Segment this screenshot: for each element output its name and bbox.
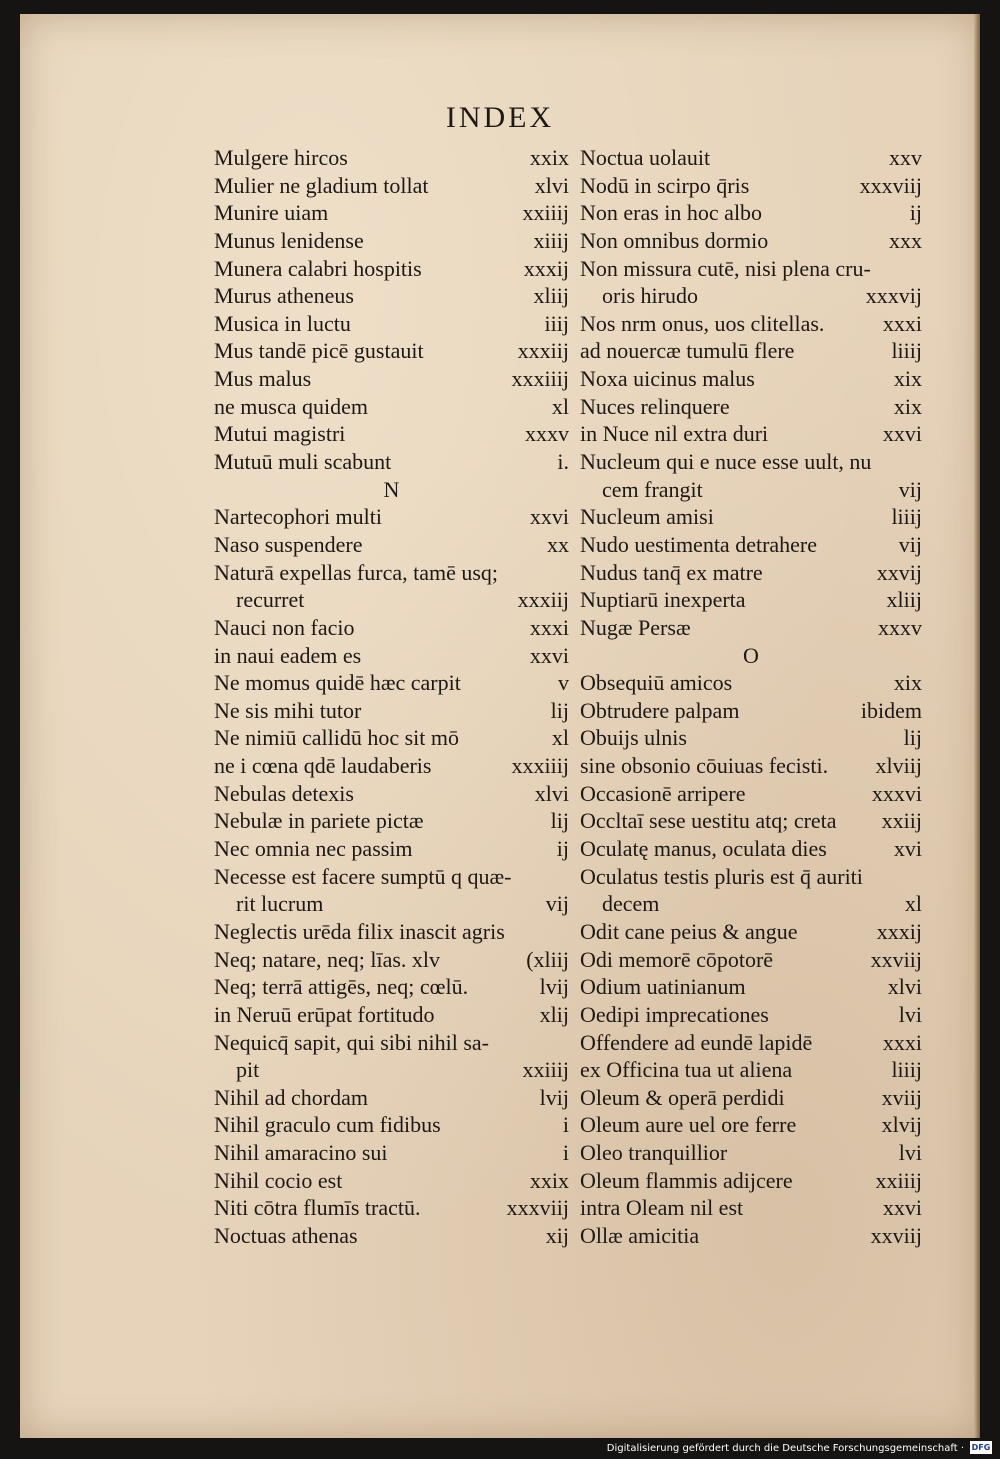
entry-number: xix (893, 393, 922, 419)
index-entry (214, 144, 569, 172)
entry-number: xliij (886, 587, 922, 613)
entry-text: ex Officina tua ut aliena (580, 1057, 793, 1083)
entry-text: Nuptiarū inexperta (580, 587, 746, 613)
entry-number: xxx (889, 227, 922, 253)
entry-number: xxxij (523, 255, 569, 281)
entry-number: lvi (898, 1001, 922, 1027)
index-entry (214, 697, 569, 725)
index-entry (580, 503, 922, 531)
index-entry (580, 918, 922, 946)
entry-number: xxxiiij (511, 366, 569, 392)
index-entry (580, 144, 922, 172)
entry-text: Niti cōtra flumīs tractū. (214, 1195, 421, 1221)
entry-text: pit (236, 1057, 260, 1083)
entry-number: xviij (881, 1084, 922, 1110)
entry-text: Nucleum amisi (580, 504, 714, 530)
entry-number: lvi (898, 1140, 922, 1166)
entry-number: xxxviij (506, 1195, 569, 1221)
entry-number: xxvi (529, 504, 569, 530)
index-entry (580, 476, 922, 504)
index-entry (214, 337, 569, 365)
entry-number: xxxv (525, 421, 569, 447)
entry-text: N (383, 476, 400, 502)
entry-number: xxxvi (871, 780, 922, 806)
entry-text: Nuces relinquere (580, 393, 730, 419)
entry-text: Munus lenidense (214, 227, 364, 253)
entry-text: Naso suspendere (214, 531, 363, 557)
entry-number: xxviij (870, 1222, 922, 1248)
entry-number: xxxiiij (511, 753, 569, 779)
index-entry (214, 586, 569, 614)
index-entry (580, 559, 922, 587)
entry-number: liiij (891, 504, 922, 530)
index-entry (580, 614, 922, 642)
entry-number: xxix (529, 145, 569, 170)
entry-text: Non eras in hoc albo (580, 200, 763, 226)
entry-number: lvij (539, 1084, 569, 1110)
entry-text: Neq; natare, neq; līas. xlv (214, 946, 441, 972)
index-entry (214, 531, 569, 559)
entry-number: lij (550, 808, 569, 834)
entry-number: ibidem (860, 697, 922, 723)
index-entry (580, 1084, 922, 1112)
entry-text: Oleum aure uel ore ferre (580, 1112, 797, 1138)
index-entry (214, 752, 569, 780)
entry-text: Nebulæ in pariete pictæ (214, 808, 424, 834)
entry-text: Occltaī sese uestitu atq; creta (580, 808, 837, 834)
index-entry (580, 752, 922, 780)
page-header: INDEX (445, 101, 555, 134)
entry-text: decem (602, 891, 660, 917)
entry-text: Nucleum qui e nuce esse uult, nu (580, 449, 872, 475)
index-entry (214, 780, 569, 808)
entry-number: lij (903, 725, 922, 751)
index-entry (580, 1139, 922, 1167)
entry-number: xxviij (870, 946, 922, 972)
index-entry (214, 835, 569, 863)
index-entry (214, 973, 569, 1001)
entry-text: Munire uiam (214, 200, 329, 226)
entry-number: xxxiij (517, 338, 569, 364)
index-entry (580, 310, 922, 338)
index-entry (214, 227, 569, 255)
entry-text: Oleum flammis adijcere (580, 1167, 793, 1193)
index-entry (580, 1111, 922, 1139)
index-entry (214, 669, 569, 697)
entry-text: Nihil ad chordam (214, 1084, 368, 1110)
entry-number: xxxv (878, 614, 922, 640)
entry-text: Ne nimiū callidū hoc sit mō (214, 725, 460, 751)
entry-text: Mutui magistri (214, 421, 346, 447)
index-entry (214, 890, 569, 918)
entry-number: xxxij (876, 918, 922, 944)
index-entry (580, 337, 922, 365)
entry-number: (xliij (526, 946, 569, 972)
entry-number: liiij (891, 338, 922, 364)
entry-number: xvi (893, 836, 922, 862)
index-entry (214, 282, 569, 310)
index-entry (580, 1029, 922, 1057)
entry-number: xlij (539, 1001, 569, 1027)
entry-text: Nauci non facio (214, 614, 355, 640)
entry-number: xxiiij (875, 1167, 922, 1193)
entry-text: Nodū in scirpo q̄ris (580, 172, 750, 198)
index-entry (580, 365, 922, 393)
index-entry (214, 559, 569, 587)
index-entry (214, 1222, 569, 1250)
entry-text: Naturā expellas furca, tamē usq; (214, 559, 499, 585)
index-entry (580, 255, 922, 283)
entry-text: in Nuce nil extra duri (580, 421, 769, 447)
index-entry (580, 1194, 922, 1222)
entry-text: Oedipi imprecationes (580, 1001, 769, 1027)
entry-number: xxxi (882, 1029, 922, 1055)
entry-text: Noctua uolauit (580, 145, 711, 170)
entry-text: Obuijs ulnis (580, 725, 687, 751)
index-entry (580, 669, 922, 697)
entry-text: Mulgere hircos (214, 145, 348, 170)
entry-text: Offendere ad eundē lapidē (580, 1029, 813, 1055)
entry-number: iiij (544, 310, 569, 336)
entry-text: Nos nrm onus, uos clitellas. (580, 310, 825, 336)
section-letter (580, 642, 922, 670)
entry-number: xix (893, 366, 922, 392)
index-entry (214, 503, 569, 531)
index-entry (580, 586, 922, 614)
index-entry (214, 918, 569, 946)
entry-text: Odit cane peius & angue (580, 918, 798, 944)
entry-text: Nequicq̄ sapit, qui sibi nihil sa- (214, 1029, 489, 1055)
entry-number: liiij (891, 1057, 922, 1083)
entry-number: i (562, 1140, 569, 1166)
index-entry (580, 393, 922, 421)
entry-text: Odi memorē cōpotorē (580, 946, 774, 972)
index-entry (214, 255, 569, 283)
entry-number: xix (893, 670, 922, 696)
entry-number: xxxiij (517, 587, 569, 613)
entry-number: xlviij (875, 753, 922, 779)
index-entry (580, 531, 922, 559)
entry-text: Neglectis urēda filix inascit agris (214, 918, 505, 944)
entry-number: xxxvij (865, 283, 922, 309)
index-entry (580, 1001, 922, 1029)
dfg-logo-icon: DFG (971, 1443, 991, 1452)
entry-text: Mutuū muli scabunt (214, 449, 392, 475)
entry-number: xxv (889, 145, 922, 170)
index-column-right (580, 144, 922, 1250)
entry-number: xx (547, 531, 569, 557)
entry-text: in Neruū erūpat fortitudo (214, 1001, 435, 1027)
entry-text: ad nouercæ tumulū flere (580, 338, 795, 364)
index-entry (580, 1222, 922, 1250)
entry-text: Odium uatinianum (580, 974, 746, 1000)
entry-number: v (558, 670, 569, 696)
entry-number: vij (898, 531, 922, 557)
entry-number: ij (909, 200, 922, 226)
index-column-left (214, 144, 569, 1250)
entry-number: xiiij (533, 227, 569, 253)
entry-number: xl (551, 725, 569, 751)
entry-number: xlvi (534, 780, 569, 806)
entry-text: Non missura cutē, nisi plena cru- (580, 255, 871, 281)
entry-text: rit lucrum (236, 891, 324, 917)
entry-text: Nec omnia nec passim (214, 836, 413, 862)
entry-number: xij (545, 1222, 569, 1248)
index-entry (214, 1194, 569, 1222)
entry-number: xxvi (882, 1195, 922, 1221)
entry-number: xlvi (534, 172, 569, 198)
entry-text: oris hirudo (602, 283, 698, 309)
digitization-credit: Digitalisierung gefördert durch die Deutsche Forschungsgemeinschaft · (606, 1443, 964, 1454)
index-entry (580, 973, 922, 1001)
entry-number: xxvi (882, 421, 922, 447)
entry-text: Noxa uicinus malus (580, 366, 755, 392)
entry-text: Neq; terrā attigēs, neq; cœlū. (214, 974, 469, 1000)
index-entry (214, 1029, 569, 1057)
entry-number: xxix (529, 1167, 569, 1193)
entry-text: Mulier ne gladium tollat (214, 172, 429, 198)
entry-text: Necesse est facere sumptū q quæ- (214, 863, 512, 889)
entry-text: O (743, 642, 759, 668)
entry-text: Nartecophori multi (214, 504, 383, 530)
index-entry (214, 420, 569, 448)
entry-text: ne musca quidem (214, 393, 368, 419)
index-entry (214, 310, 569, 338)
index-entry (214, 1084, 569, 1112)
entry-text: Noctuas athenas (214, 1222, 358, 1248)
entry-text: Ollæ amicitia (580, 1222, 700, 1248)
entry-number: xlvij (881, 1112, 922, 1138)
index-entry (580, 724, 922, 752)
entry-text: Nihil cocio est (214, 1167, 343, 1193)
entry-number: i. (557, 449, 569, 475)
entry-text: Obtrudere palpam (580, 697, 740, 723)
entry-number: xxvij (876, 559, 922, 585)
index-entry (214, 1111, 569, 1139)
index-entry (580, 172, 922, 200)
entry-text: Occasionē arripere (580, 780, 746, 806)
index-entry (214, 1139, 569, 1167)
section-letter (214, 476, 569, 504)
entry-number: lvij (539, 974, 569, 1000)
entry-number: vij (898, 476, 922, 502)
entry-number: xxxi (882, 310, 922, 336)
entry-text: Oculatus testis pluris est q̄ auriti (580, 863, 863, 889)
index-entry (580, 863, 922, 891)
index-entry (214, 1167, 569, 1195)
entry-text: Ne sis mihi tutor (214, 697, 362, 723)
entry-text: cem frangit (602, 476, 703, 502)
index-entry (580, 282, 922, 310)
index-entry (214, 1056, 569, 1084)
entry-number: xliij (533, 283, 569, 309)
entry-text: Nihil amaracino sui (214, 1140, 388, 1166)
entry-number: xxxi (529, 614, 569, 640)
entry-number: xxiij (881, 808, 922, 834)
entry-text: Mus malus (214, 366, 312, 392)
entry-number: i (562, 1112, 569, 1138)
index-entry (214, 642, 569, 670)
index-entry (580, 227, 922, 255)
index-entry (580, 946, 922, 974)
entry-number: xl (551, 393, 569, 419)
index-entry (214, 946, 569, 974)
entry-number: xl (904, 891, 922, 917)
entry-number: xlvi (887, 974, 922, 1000)
index-entry (214, 172, 569, 200)
page-edge (974, 14, 980, 1438)
index-entry (214, 199, 569, 227)
index-entry (214, 1001, 569, 1029)
entry-text: Oleum & operā perdidi (580, 1084, 785, 1110)
entry-number: ij (556, 836, 569, 862)
index-entry (580, 199, 922, 227)
entry-text: Murus atheneus (214, 283, 354, 309)
index-entry (580, 1056, 922, 1084)
index-entry (214, 807, 569, 835)
index-entry (580, 1167, 922, 1195)
entry-text: Ne momus quidē hæc carpit (214, 670, 461, 696)
entry-text: in naui eadem es (214, 642, 362, 668)
index-entry (580, 890, 922, 918)
index-entry (214, 863, 569, 891)
entry-text: intra Oleam nil est (580, 1195, 744, 1221)
index-entry (214, 393, 569, 421)
entry-text: Nudo uestimenta detrahere (580, 531, 818, 557)
entry-text: Non omnibus dormio (580, 227, 769, 253)
entry-number: xxvi (529, 642, 569, 668)
entry-number: xxxviij (859, 172, 922, 198)
index-entry (580, 780, 922, 808)
entry-text: recurret (236, 587, 305, 613)
index-entry (214, 448, 569, 476)
entry-number: xxiiij (522, 200, 569, 226)
entry-text: sine obsonio cōuiuas fecisti. (580, 753, 829, 779)
entry-text: Nebulas detexis (214, 780, 354, 806)
entry-text: Oculatę manus, oculata dies (580, 836, 827, 862)
index-entry (580, 807, 922, 835)
entry-text: Obsequiū amicos (580, 670, 733, 696)
entry-text: Mus tandē picē gustauit (214, 338, 424, 364)
entry-text: Musica in luctu (214, 310, 351, 336)
entry-number: xxiiij (522, 1057, 569, 1083)
entry-text: ne i cœna qdē laudaberis (214, 753, 432, 779)
entry-number: vij (545, 891, 569, 917)
index-entry (214, 724, 569, 752)
index-entry (214, 365, 569, 393)
index-entry (214, 614, 569, 642)
index-entry (580, 420, 922, 448)
entry-text: Nugæ Persæ (580, 614, 691, 640)
entry-text: Nudus tanq̄ ex matre (580, 559, 763, 585)
entry-number: lij (550, 697, 569, 723)
entry-text: Nihil graculo cum fidibus (214, 1112, 441, 1138)
index-entry (580, 697, 922, 725)
entry-text: Munera calabri hospitis (214, 255, 422, 281)
index-entry (580, 835, 922, 863)
entry-text: Oleo tranquillior (580, 1140, 728, 1166)
index-entry (580, 448, 922, 476)
